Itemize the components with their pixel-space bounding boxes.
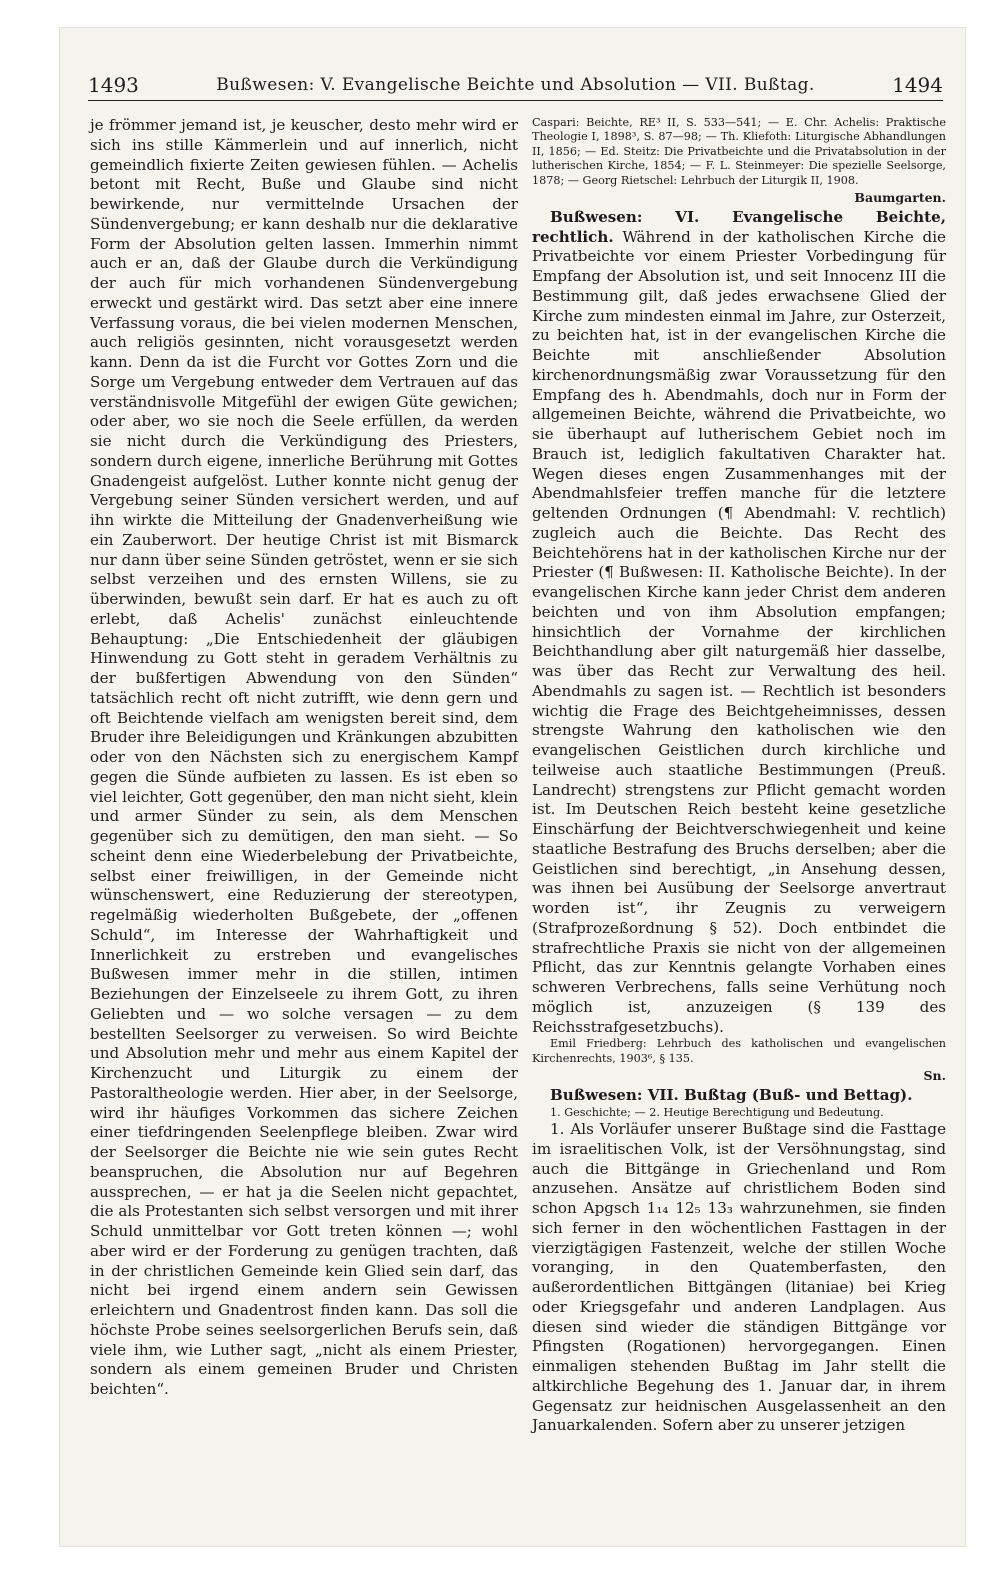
left-column bbox=[90, 116, 518, 1400]
page-number-right: 1494 bbox=[892, 73, 943, 97]
page-number-left: 1493 bbox=[88, 73, 139, 97]
section-vi-text: Während in der katholischen Kirche die Privatbeichte vor einem Priester Vorbedingung für Empfang der Absolution ist, und seit Innocenz III die Bestimmung gilt, daß jedes erwachsene Glied der Kirche zum mindesten einmal im Jahre, zur Osterzeit, zu beichten hat, ist in der evangelischen Kirche die Beichte mit anschließender Absolution kirchenordnungsmäßig zwar Voraussetzung für den Empfang des h. Abendmahls, doch nur in Form der allgemeinen Beichte, während die Privatbeichte, wo sie überhaupt auf lutherischem Gebiet noch im Brauch ist, lediglich fakultativen Charakter hat. Wegen dieses engen Zusammenhanges mit der Abendmahlsfeier treffen manche für die letztere geltenden Ordnungen (¶ Abendmahl: V. rechtlich) zugleich auch die Beichte. Das Recht des Beichtehörens hat in der katholischen Kirche nur der Priester (¶ Bußwesen: II. Katholische Beichte). In der evangelischen Kirche kann jeder Christ dem anderen beichten und von ihm Absolution empfangen; hinsichtlich der Vornahme der kirchlichen Beichthandlung aber gilt naturgemäß hier dasselbe, was über das Recht zur Verwaltung des heil. Abendmahls zu sagen ist. — Rechtlich ist besonders wichtig die Frage des Beichtgeheimnisses, dessen strengste Wahrung den katholischen wie den evangelischen Geistlichen durch kirchliche und teilweise auch staatliche Bestimmungen (Preuß. Landrecht) strengstens zur Pflicht gemacht worden ist. Im Deutschen Reich besteht keine gesetzliche Einschärfung der Beichtverschwiegenheit und keine staatliche Bestrafung des Bruchs derselben; aber die Geistlichen sind berechtigt, „in Ansehung dessen, was ihnen bei Ausübung der Seelsorge anvertraut worden ist“, ihr Zeugnis zu verweigern (Strafprozeßordnung § 52). Doch entbindet die strafrechtliche Praxis sie nicht von der allgemeinen Pflicht, das zur Kenntnis gelangte Vorhaben eines schweren Verbrechens, falls seine Verhütung noch möglich ist, anzuzeigen (§ 139 des Reichsstrafgesetzbuchs). bbox=[532, 227, 946, 1036]
section-vii-heading: Bußwesen: VII. Bußtag (Buß- und Bettag). bbox=[550, 1085, 913, 1104]
signature-sn: Sn. bbox=[923, 1068, 946, 1084]
section-vi-reference: Emil Friedberg: Lehrbuch des katholischen und evangelischen Kirchenrechts, 1903⁶, § 135. bbox=[532, 1037, 946, 1065]
signature-baumgarten: Baumgarten. bbox=[854, 190, 946, 206]
section-vii-contents: 1. Geschichte; — 2. Heutige Berechtigung und Bedeutung. bbox=[550, 1105, 884, 1119]
section-vii-text: 1. Als Vorläufer unserer Bußtage sind die Fasttage im israelitischen Volk, ist der Versöhnungstag, sind auch die Bittgänge in Griechenland und Rom anzusehen. Ansätze auf christlichem Boden sind schon Apgsch 1₁₄ 12₅ 13₃ wahrzunehmen, sie finden sich ferner in den wöchentlichen Fasttagen in der vierzigtägigen Fastenzeit, welche der stillen Woche voranging, in den Quatemberfasten, den außerordentlichen Bittgängen (litaniae) bei Krieg oder Kriegsgefahr und anderen Landplagen. Aus diesen sind wieder die ständigen Bittgänge vor Pfingsten (Rogationen) hervorgegangen. Einen einmaligen stehenden Bußtag im Jahr stellt die altkirchliche Begehung des 1. Januar dar, in ihrem Gegensatz zur heidnischen Ausgelassenheit an den Januarkalenden. Sofern aber zu unserer jetzigen bbox=[532, 1120, 946, 1435]
section-vi bbox=[532, 208, 946, 1038]
right-column bbox=[532, 116, 946, 1436]
book-page bbox=[60, 28, 965, 1546]
section-vi-heading: Bußwesen: VI. Evangelische Beichte, rechtlich. bbox=[532, 207, 946, 246]
bibliography-v: Caspari: Beichte, RE³ II, S. 533—541; — E. Chr. Achelis: Praktische Theologie I, 1898³, S. 87—98; — Th. Kliefoth: Liturgische Abhandlungen II, 1856; — Ed. Steitz: Die Privatbeichte und die Privatabsolution in der lutherischen Kirche, 1854; — F. L. Steinmeyer: Die spezielle Seelsorge, 1878; — Georg Rietschel: Lehrbuch der Liturgik II, 1908. bbox=[532, 116, 946, 187]
page-header bbox=[88, 66, 943, 101]
left-column-text: je frömmer jemand ist, je keuscher, desto mehr wird er sich ins stille Kämmerlein und auf innerlich, nicht gemeindlich fixierte Zeiten gewiesen fühlen. — Achelis betont mit Recht, Buße und Glaube sind nicht bewirkende, nur vermittelnde Ursachen der Sündenvergebung; er kann deshalb nur die deklarative Form der Absolution gelten lassen. Immerhin nimmt auch er an, daß der Glaube durch die Verkündigung der auch für mich vorhandenen Sündenvergebung erweckt und gestärkt wird. Das setzt aber eine innere Verfassung voraus, die bei vielen modernen Menschen, auch religiös gesinnten, nicht vorausgesetzt werden kann. Denn da ist die Furcht vor Gottes Zorn und die Sorge um Vergebung entweder dem Vertrauen auf das verständnisvolle Mitgefühl der ewigen Güte gewichen; oder aber, wo sie noch die Seele erfüllen, da werden sie nicht durch die Verkündigung des Priesters, sondern durch eigene, innerliche Berührung mit Gottes Gnadengeist aufgelöst. Luther konnte nicht genug der Vergebung seiner Sünden versichert werden, und auf ihn wirkte die Mitteilung der Gnadenverheißung wie ein Zauberwort. Der heutige Christ ist mit Bismarck nur dann über seine Sünden getröstet, wenn er sie sich selbst verzeihen und des ernsten Willens, sie zu überwinden, bewußt sein darf. Er hat es auch zu oft erlebt, daß Achelis' zunächst einleuchtende Behauptung: „Die Entschiedenheit der gläubigen Hinwendung zu Gott steht in geradem Verhältnis zu der bußfertigen Abwendung von den Sünden“ tatsächlich recht oft nicht zutrifft, wie denn gern und oft Beichtende vielfach am wenigsten bereit sind, dem Bruder ihre Beleidigungen und Kränkungen abzubitten oder von den Nächsten sich zu energischem Kampf gegen die Sünde aufbieten zu lassen. Es ist eben so viel leichter, Gott gegenüber, den man nicht sieht, klein und armer Sünder zu sein, als dem Menschen gegenüber sich zu demütigen, den man sieht. — So scheint denn eine Wiederbelebung der Privatbeichte, selbst einer freiwilligen, in der Gemeinde nicht wünschenswert, eine Reduzierung der stereotypen, regelmäßig wiederholten Bußgebete, der „offenen Schuld“, im Interesse der Wahrhaftigkeit und Innerlichkeit zu erstreben und evangelisches Bußwesen immer mehr in die stillen, intimen Beziehungen der Einzelseele zu ihrem Gott, zu ihren Geliebten und — wo solche versagen — zu dem bestellten Seelsorger zu verweisen. So wird Beichte und Absolution mehr und mehr aus einem Kapitel der Kirchenzucht und Liturgik zu einem der Pastoraltheologie werden. Hier aber, in der Seelsorge, wird ihr häufiges Vorkommen das sichere Zeichen einer tiefdringenden Seelenpflege bleiben. Zwar wird der Seelsorger die Beichte nie wie sein gutes Recht beanspruchen, die Absolution nur auf Begehren aussprechen, — er hat ja die Seelen nicht gepachtet, die als Protestanten sich selbst versorgen und mit ihrer Schuld unmittelbar vor Gott treten können —; wohl aber wird er der Forderung zu genügen trachten, daß in der christlichen Gemeinde kein Glied sein darf, das nicht bei irgend einem andern sein Gewissen erleichtern und Gnadentrost finden kann. Das soll die höchste Probe seines seelsorgerlichen Berufs sein, daß viele ihm, wie Luther sagt, „nicht als einem Priester, sondern als einem gemeinen Bruder und Christen beichten“. bbox=[90, 116, 518, 1398]
running-title: Bußwesen: V. Evangelische Beichte und Absolution — VII. Bußtag. bbox=[216, 75, 815, 95]
